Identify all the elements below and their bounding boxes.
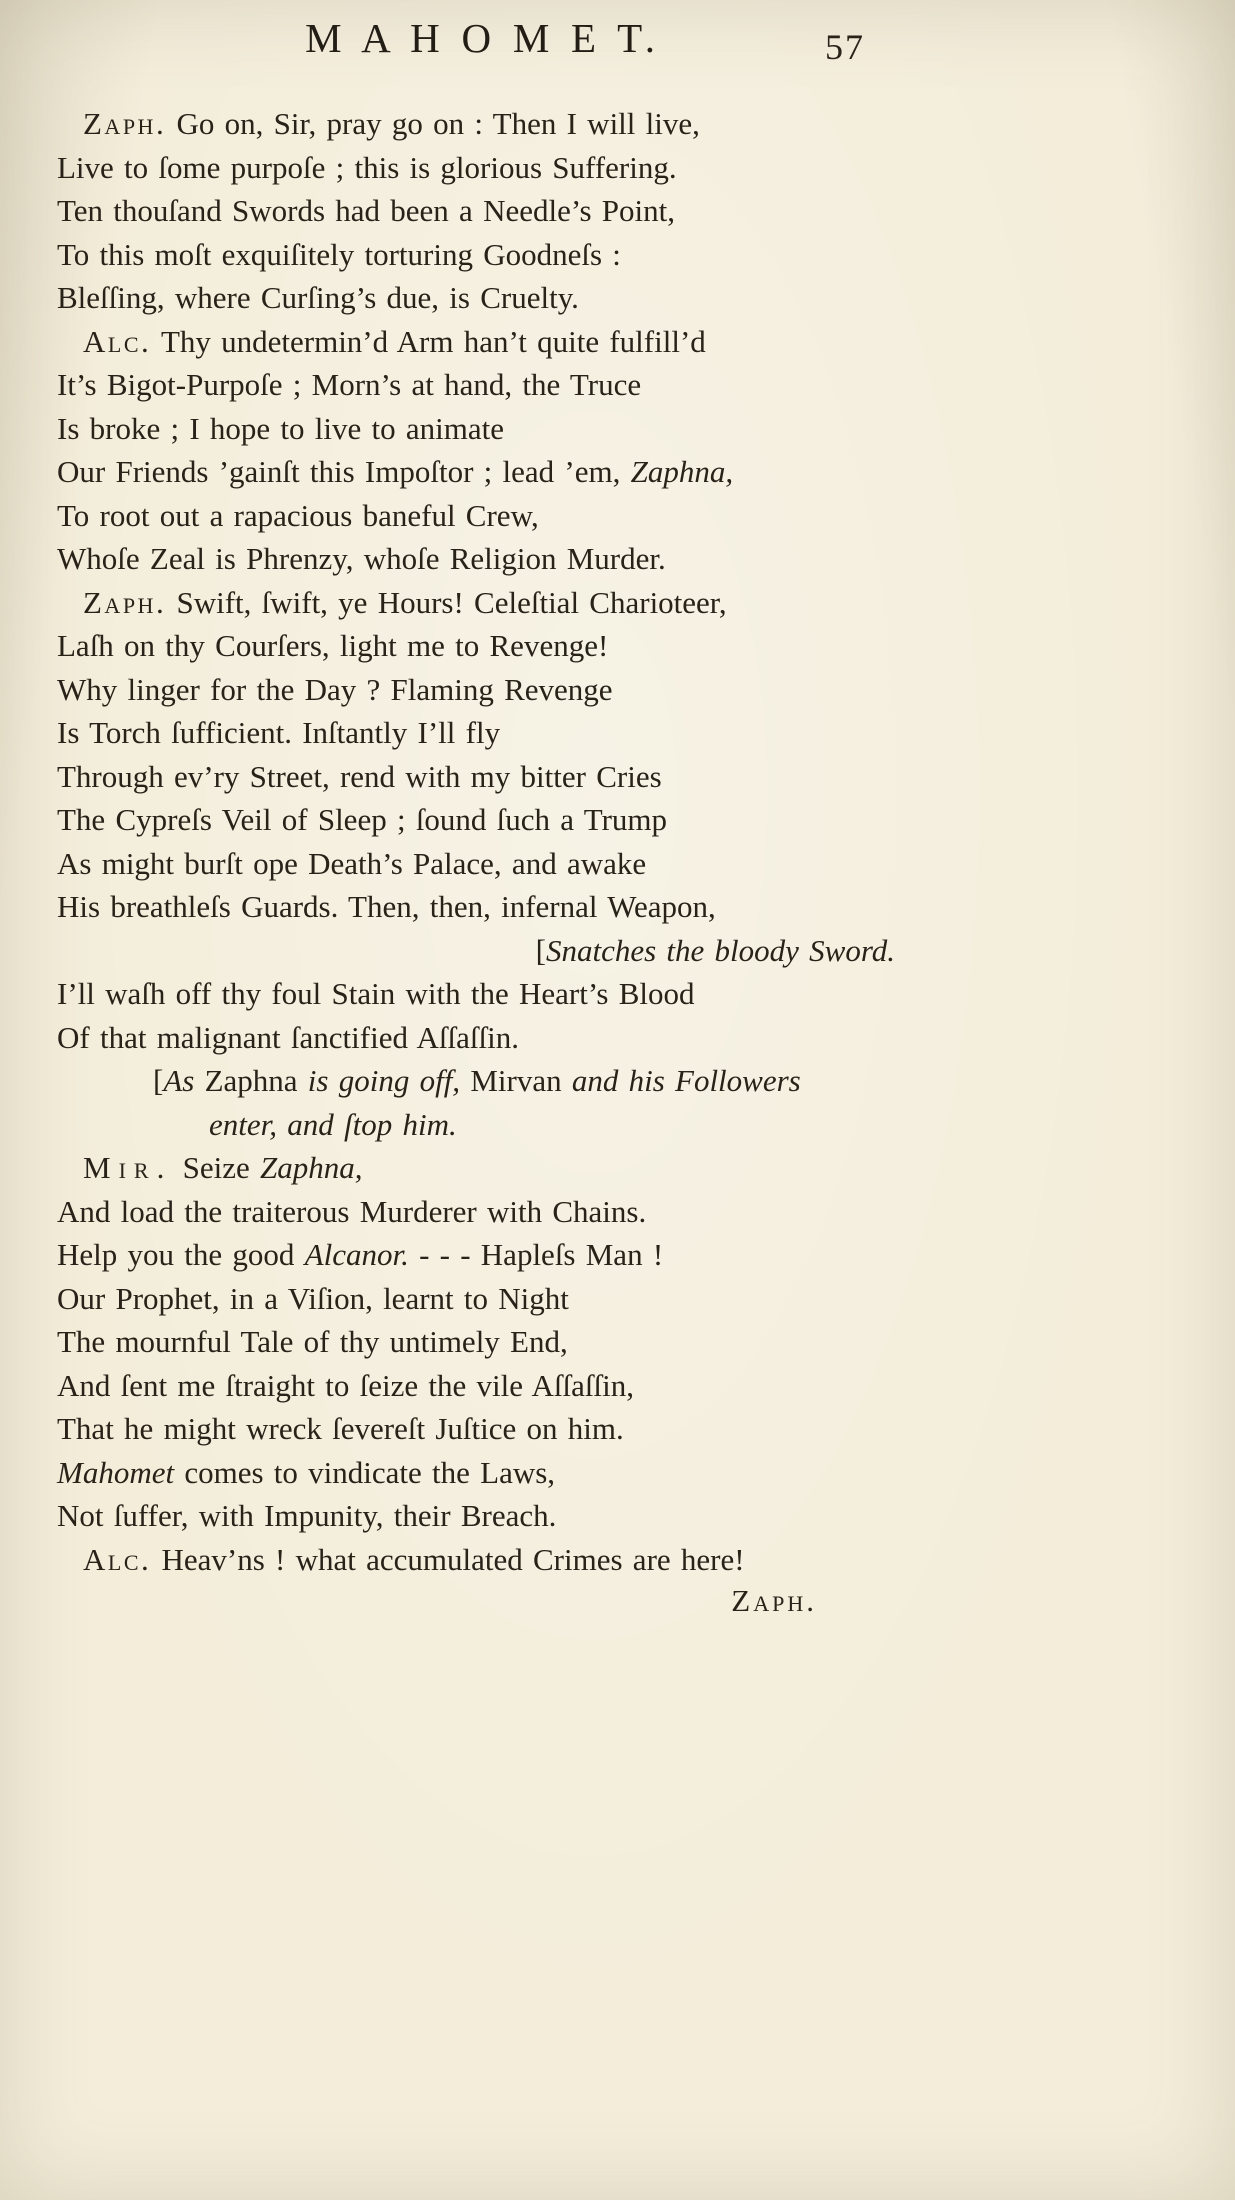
text-segment: Whoſe Zeal is Phrenzy, whoſe Religion Murder. [57,541,666,576]
text-segment: The Cypreſs Veil of Sleep ; ſound ſuch a Trump [57,802,668,837]
text-segment: [ [153,1063,164,1098]
text-segment: Of that malignant ſanctified Aſſaſſin. [57,1019,519,1055]
text-segment: Help you the good [57,1237,305,1272]
text-line [57,885,909,929]
text-line [57,1407,909,1451]
italic-text: Mahomet [57,1454,185,1490]
italic-text: is going off, [307,1063,471,1098]
text-body [57,102,909,1581]
text-line [57,972,909,1016]
text-line [57,755,909,799]
catchword: Zaph. [731,1583,817,1618]
text-line [57,1277,909,1321]
text-line [57,581,909,625]
text-segment: Thy undetermin’d Arm han’t quite fulfill’d [151,323,706,359]
italic-text: Snatches the bloody Sword. [545,932,895,968]
text-line [57,1059,909,1103]
text-segment: And load the traiterous Murderer with Chains. [57,1193,647,1229]
text-segment: Why linger for the Day ? Flaming Revenge [57,671,613,707]
text-line [57,233,909,277]
text-line [57,798,909,842]
italic-text: As [163,1063,205,1098]
speaker-name: Alc. [83,1541,152,1577]
text-segment: Is broke ; I hope to live to animate [57,410,504,446]
text-segment: Our Prophet, in a Viſion, learnt to Night [57,1280,569,1316]
text-segment: Mirvan [470,1063,572,1098]
text-segment: Laſh on thy Courſers, light me to Revenge! [57,628,609,663]
page-number: 57 [825,27,865,67]
text-line [57,1320,909,1364]
text-segment: His breathleſs Guards. Then, then, infernal Weapon, [57,889,716,924]
text-segment: Go on, Sir, pray go on : Then I will live, [166,106,700,141]
text-segment: Not ſuffer, with Impunity, their Breach. [57,1498,557,1533]
italic-text: Zaphna, [630,454,734,489]
catchword-line [57,1583,909,1619]
text-block [57,14,909,1619]
text-line [57,1146,909,1190]
italic-text: and his Followers [571,1063,801,1098]
page-title: M A H O M E T. [305,15,661,61]
text-line [57,537,909,581]
text-segment: [ [535,932,546,968]
text-line [57,929,909,973]
text-segment: As might burſt ope Death’s Palace, and awake [57,845,647,881]
text-segment: Our Friends ’gainſt this Impoſtor ; lead ’em, [57,454,631,489]
text-segment: Bleſſing, where Curſing’s due, is Cruelty. [57,280,579,315]
text-segment: - - - Hapleſs Man ! [408,1237,664,1272]
text-line [57,1233,909,1277]
italic-text: Zaphna, [259,1150,363,1185]
text-segment: That he might wreck ſevereſt Juſtice on him. [57,1411,624,1446]
text-segment: Through ev’ry Street, rend with my bitter Cries [57,758,662,794]
text-line [57,494,909,538]
text-line [57,407,909,451]
text-line [57,1190,909,1234]
text-line [57,1494,909,1538]
text-segment: I’ll waſh off thy foul Stain with the Heart’s Blood [57,976,695,1011]
text-line [57,363,909,407]
speaker-name: Mir. [83,1150,173,1185]
italic-text: enter, and ſtop him. [209,1106,457,1142]
text-segment: The mournful Tale of thy untimely End, [57,1324,568,1359]
text-segment: Zaphna [204,1063,308,1098]
speaker-name: Zaph. [83,584,167,620]
text-segment: Live to ſome purpoſe ; this is glorious Suffering. [57,149,677,185]
text-segment: Swift, ſwift, ye Hours! Celeſtial Charioteer, [166,584,727,620]
text-line [57,1016,909,1060]
text-line [57,711,909,755]
text-segment: Seize [172,1150,260,1185]
text-line [57,842,909,886]
text-line [57,189,909,233]
speaker-name: Alc. [83,323,152,359]
italic-text: Alcanor. [304,1237,409,1272]
text-segment: And ſent me ſtraight to ſeize the vile Aſſaſſin, [57,1367,635,1403]
text-line [57,320,909,364]
text-segment: Heav’ns ! what accumulated Crimes are here! [151,1541,745,1577]
text-segment: To this moſt exquiſitely torturing Goodneſs : [57,236,621,272]
text-segment: Is Torch ſufficient. Inſtantly I’ll fly [57,715,501,750]
text-line [57,146,909,190]
page-header [57,14,909,78]
text-line [57,624,909,668]
text-line [57,1364,909,1408]
text-segment: To root out a rapacious baneful Crew, [57,497,539,533]
text-line [57,1451,909,1495]
text-segment: Ten thouſand Swords had been a Needle’s Point, [57,193,675,228]
text-segment: It’s Bigot-Purpoſe ; Morn’s at hand, the Truce [57,367,642,402]
text-segment: comes to vindicate the Laws, [184,1454,556,1490]
text-line [57,276,909,320]
text-line [57,450,909,494]
text-line [57,668,909,712]
text-line [57,102,909,146]
speaker-name: Zaph. [83,106,167,141]
text-line [57,1103,909,1147]
text-line [57,1538,909,1582]
